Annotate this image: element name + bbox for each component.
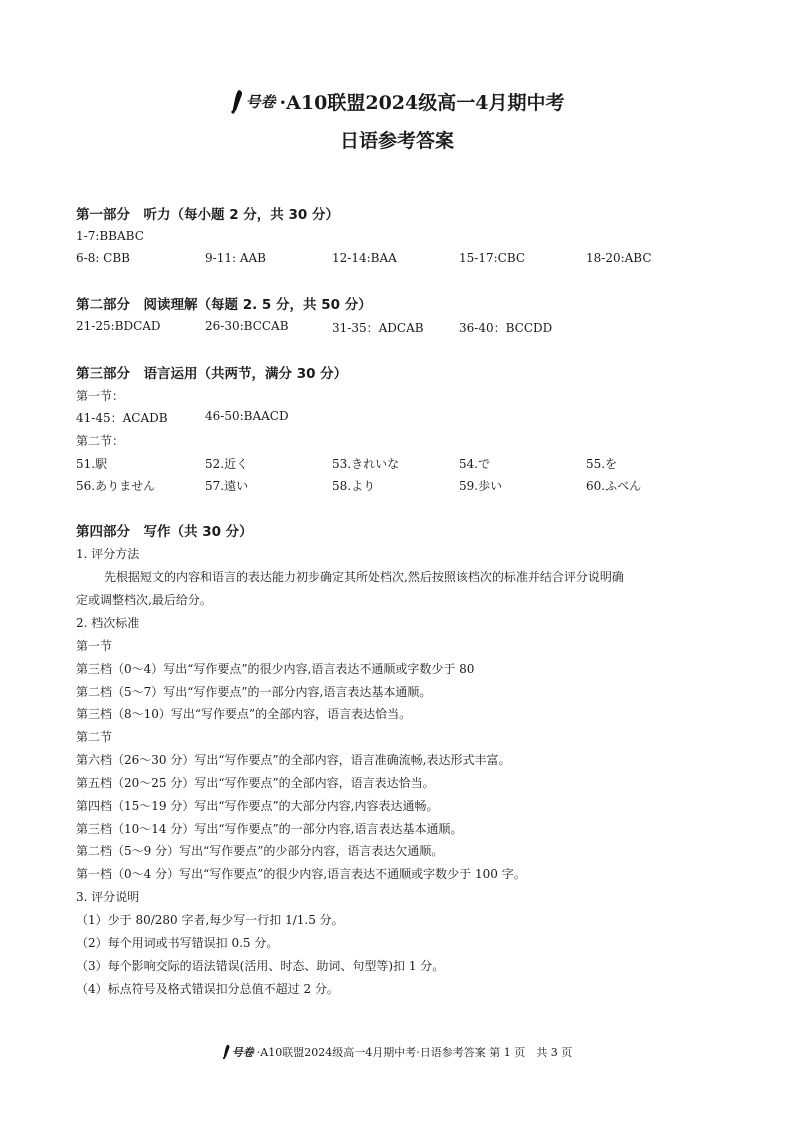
fill-answer: 53.きれいな <box>332 457 400 471</box>
footer-logo: 号卷 <box>222 1044 254 1060</box>
answer-range: 31-35：ADCAB <box>332 321 424 335</box>
paragraph-line: 定或调整档次,最后给分。 <box>76 593 212 607</box>
title-line1: ·A10联盟2024级高一4月期中考 <box>279 92 565 114</box>
fill-answer: 52.近く <box>205 457 249 471</box>
part3-heading: 第三部分 语言运用（共两节，满分 30 分） <box>76 366 348 382</box>
fill-answer: 58.より <box>332 479 376 493</box>
paragraph-line: 先根据短文的内容和语言的表达能力初步确定其所处档次,然后按照该档次的标准并结合评分说明确 <box>104 570 624 584</box>
note-line: （2）每个用词或书写错误扣 0.5 分。 <box>76 936 279 950</box>
answer-range: 26-30:BCCAB <box>205 319 289 333</box>
fill-answer: 57.遠い <box>205 479 249 493</box>
grade-line: 第三档（10～14 分）写出“写作要点”的一部分内容,语言表达基本通顺。 <box>76 822 463 836</box>
grade-line: 第四档（15～19 分）写出“写作要点”的大部分内容,内容表达通畅。 <box>76 799 439 813</box>
grade-line: 第二档（5～9 分）写出“写作要点”的少部分内容，语言表达欠通顺。 <box>76 844 444 858</box>
fill-answer: 56.ありません <box>76 479 156 493</box>
note-line: （3）每个影响交际的语法错误(活用、时态、助词、句型等)扣 1 分。 <box>76 959 445 973</box>
list-item-heading: 2. 档次标准 <box>76 616 140 630</box>
exam-logo: 号卷 <box>230 89 276 115</box>
list-item-heading: 1. 评分方法 <box>76 547 140 561</box>
grade-line: 第五档（20～25 分）写出“写作要点”的全部内容，语言表达恰当。 <box>76 776 435 790</box>
fill-answer: 54.で <box>459 457 491 471</box>
section-label: 第二节： <box>76 434 125 448</box>
answer-range: 1-7:BBABC <box>76 229 144 243</box>
answer-range: 46-50:BAACD <box>205 409 289 423</box>
answer-range: 6-8: CBB <box>76 251 130 265</box>
fill-answer: 55.を <box>586 457 618 471</box>
fill-answer: 51.駅 <box>76 457 108 471</box>
section-label: 第一节 <box>76 639 113 653</box>
section-label: 第二节 <box>76 730 113 744</box>
fill-answer: 60.ふべん <box>586 479 642 493</box>
note-line: （4）标点符号及格式错误扣分总值不超过 2 分。 <box>76 982 339 996</box>
part2-heading: 第二部分 阅读理解（每题 2. 5 分，共 50 分） <box>76 297 372 313</box>
answer-range: 21-25:BDCAD <box>76 319 161 333</box>
grade-line: 第二档（5～7）写出“写作要点”的一部分内容,语言表达基本通顺。 <box>76 685 432 699</box>
fill-answer: 59.歩い <box>459 479 503 493</box>
section-label: 第一节： <box>76 389 125 403</box>
answer-range: 9-11: AAB <box>205 251 266 265</box>
grade-line: 第三档（8～10）写出“写作要点”的全部内容，语言表达恰当。 <box>76 707 412 721</box>
answer-range: 12-14:BAA <box>332 251 397 265</box>
part4-heading: 第四部分 写作（共 30 分） <box>76 524 253 540</box>
page-title <box>0 88 794 115</box>
page-subtitle: 日语参考答案 <box>339 130 454 152</box>
grade-line: 第一档（0～4 分）写出“写作要点”的很少内容,语言表达不通顺或字数少于 100 字。 <box>76 867 526 881</box>
part1-heading: 第一部分 听力（每小题 2 分，共 30 分） <box>76 207 339 223</box>
answer-range: 41-45：ACADB <box>76 411 168 425</box>
answer-range: 36-40：BCCDD <box>459 321 553 335</box>
grade-line: 第六档（26～30 分）写出“写作要点”的全部内容，语言准确流畅,表达形式丰富。 <box>76 753 511 767</box>
answer-range: 18-20:ABC <box>586 251 652 265</box>
grade-line: 第三档（0～4）写出“写作要点”的很少内容,语言表达不通顺或字数少于 80 <box>76 662 475 676</box>
answer-range: 15-17:CBC <box>459 251 526 265</box>
list-item-heading: 3. 评分说明 <box>76 890 140 904</box>
footer-text: ·A10联盟2024级高一4月期中考·日语参考答案 第 1 页 共 3 页 <box>256 1046 573 1059</box>
note-line: （1）少于 80/280 字者,每少写一行扣 1/1.5 分。 <box>76 913 344 927</box>
brush-stroke-icon <box>222 1044 232 1060</box>
brush-stroke-icon <box>230 89 246 115</box>
page-footer <box>0 1044 794 1060</box>
